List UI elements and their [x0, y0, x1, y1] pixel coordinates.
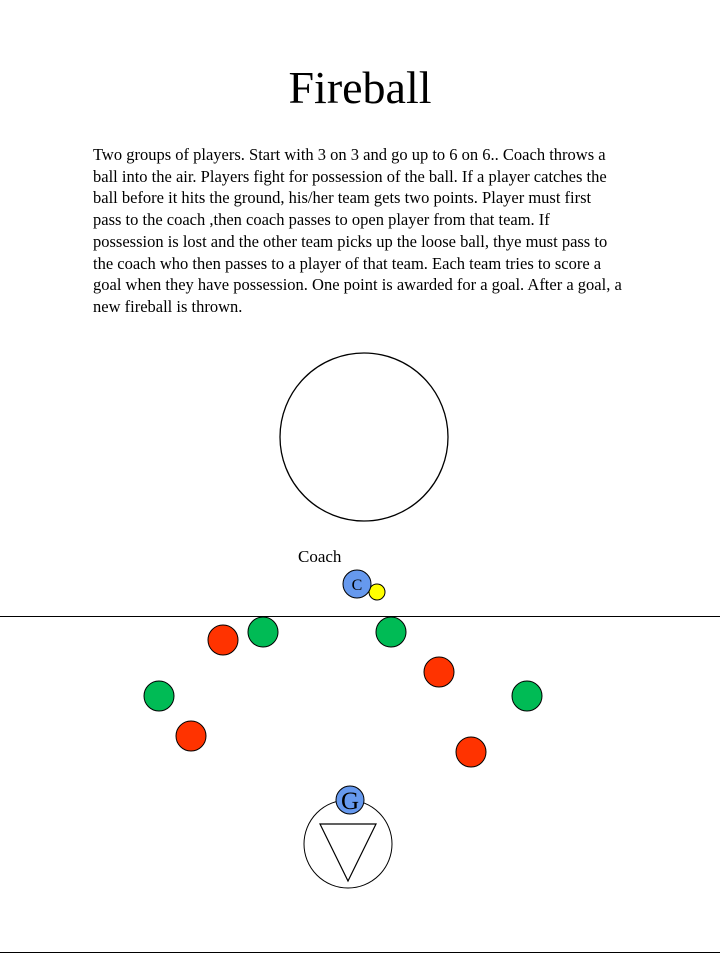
- green-player: [248, 617, 278, 647]
- red-player: [424, 657, 454, 687]
- red-player: [456, 737, 486, 767]
- coach-marker-label: C: [351, 577, 363, 594]
- red-player: [208, 625, 238, 655]
- green-player: [144, 681, 174, 711]
- green-player: [376, 617, 406, 647]
- page-title: Fireball: [288, 62, 432, 113]
- drill-description: Two groups of players. Start with 3 on 3 and go up to 6 on 6.. Coach throws a ball into the air. Players fight for possession of the ball. If a player catches the ball before it hits the ground, his/her team gets two points. Player must first pass to the coach ,then coach passes to open player from that team. If possession is lost and the other team picks up the loose ball, thye must pass to the coach who then passes to a player of that team. Each team tries to score a goal when they have possession. One point is awarded for a goal. After a goal, a new fireball is thrown.: [93, 145, 622, 316]
- red-player: [176, 721, 206, 751]
- coach-label: Coach: [298, 547, 342, 566]
- goalie-marker-label: G: [340, 788, 360, 815]
- green-player: [512, 681, 542, 711]
- ball-marker: [369, 584, 385, 600]
- fireball-circle: [280, 353, 448, 521]
